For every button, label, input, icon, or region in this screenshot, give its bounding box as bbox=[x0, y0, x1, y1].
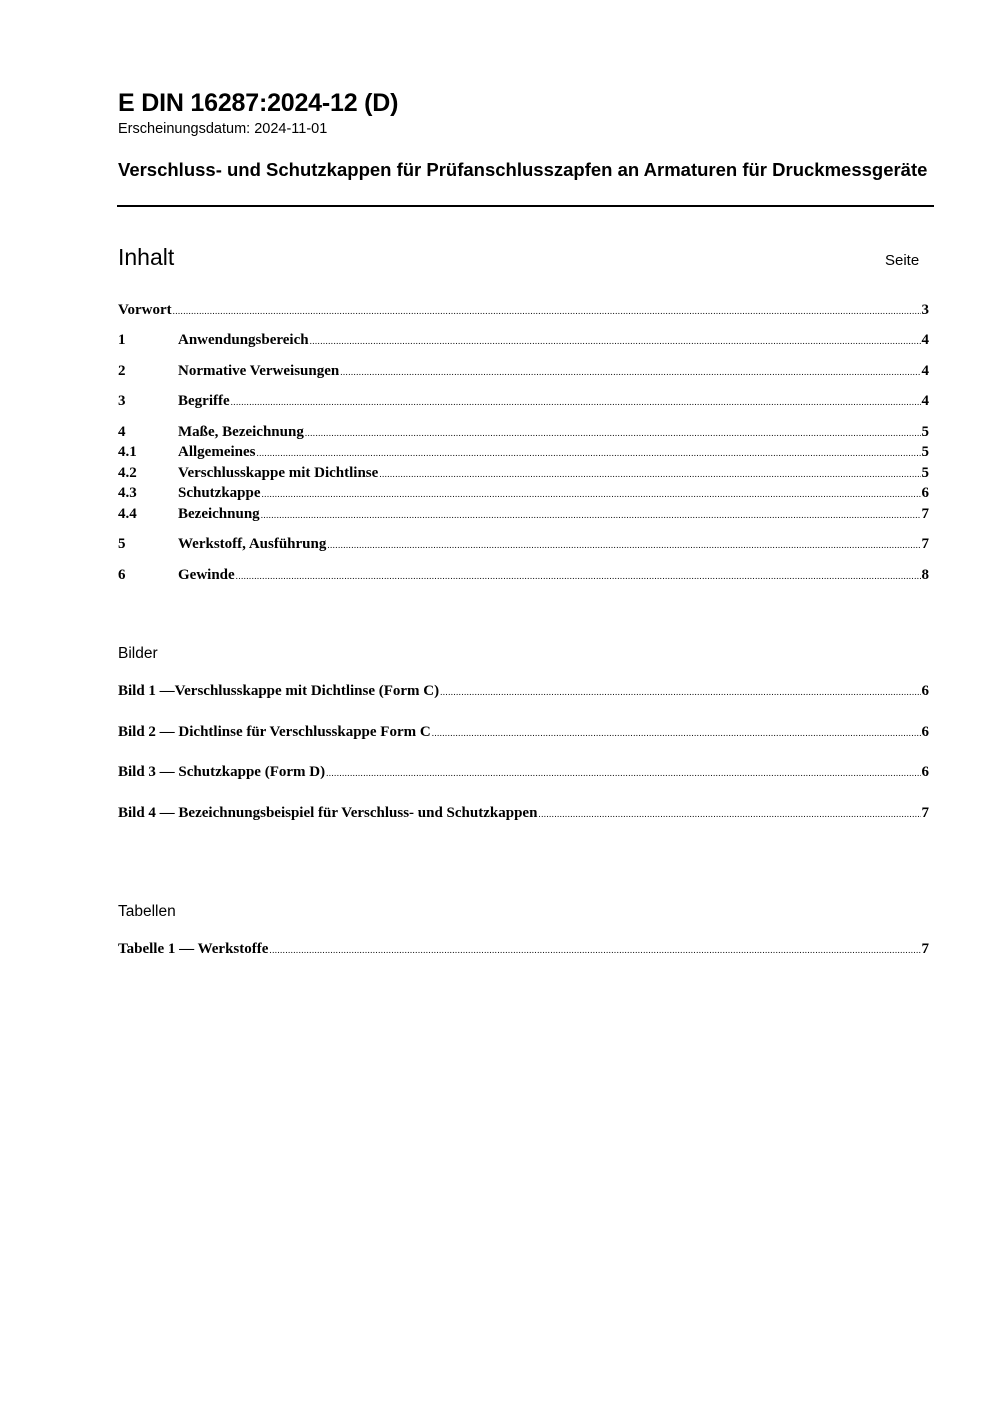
dot-leader bbox=[173, 306, 921, 316]
toc-entry[interactable] bbox=[118, 424, 929, 444]
toc-entry-title: Gewinde bbox=[178, 567, 235, 583]
toc-entry-page: 5 bbox=[921, 424, 929, 440]
dot-leader bbox=[305, 428, 921, 438]
dot-leader bbox=[379, 469, 920, 479]
toc-entry-page: 4 bbox=[921, 332, 929, 348]
toc-entry-number: 2 bbox=[118, 363, 126, 379]
toc-entry-page: 7 bbox=[921, 506, 929, 522]
table-entry-title: Tabelle 1 — Werkstoffe bbox=[118, 941, 269, 957]
toc-entry-title: Normative Verweisungen bbox=[178, 363, 340, 379]
figure-entry-page: 6 bbox=[921, 764, 929, 780]
toc-entry[interactable] bbox=[118, 536, 929, 556]
toc-entry-title: Begriffe bbox=[178, 393, 230, 409]
document-title: E DIN 16287:2024-12 (D) bbox=[118, 89, 399, 117]
figure-entry-title: Bild 2 — Dichtlinse für Verschlusskappe Form C bbox=[118, 724, 431, 740]
dot-leader bbox=[340, 367, 920, 377]
toc-entry[interactable] bbox=[118, 444, 929, 464]
figure-entry-page: 6 bbox=[921, 683, 929, 699]
figure-entry[interactable] bbox=[118, 724, 929, 744]
toc-entry[interactable] bbox=[118, 393, 929, 413]
toc-entry-page: 4 bbox=[921, 393, 929, 409]
dot-leader bbox=[261, 510, 921, 520]
dot-leader bbox=[310, 336, 921, 346]
document-subtitle: Verschluss- und Schutzkappen für Prüfanschlusszapfen an Armaturen für Druckmessgeräte bbox=[118, 159, 928, 180]
toc-entry-number: 3 bbox=[118, 393, 126, 409]
dot-leader bbox=[236, 571, 921, 581]
dot-leader bbox=[269, 945, 920, 955]
toc-entry-title: Verschlusskappe mit Dichtlinse bbox=[178, 465, 379, 481]
toc-entry[interactable] bbox=[118, 332, 929, 352]
tables-heading: Tabellen bbox=[118, 903, 176, 920]
toc-entry[interactable] bbox=[118, 465, 929, 485]
toc-entry[interactable] bbox=[118, 302, 929, 322]
dot-leader bbox=[231, 397, 921, 407]
toc-entry-number: 1 bbox=[118, 332, 126, 348]
page-column-heading: Seite bbox=[885, 252, 920, 269]
toc-entry-page: 8 bbox=[921, 567, 929, 583]
dot-leader bbox=[538, 809, 920, 819]
figure-entry-title: Bild 1 —Verschlusskappe mit Dichtlinse (Form C) bbox=[118, 683, 440, 699]
toc-entry-page: 5 bbox=[921, 465, 929, 481]
toc-entry[interactable] bbox=[118, 506, 929, 526]
dot-leader bbox=[327, 540, 920, 550]
figure-entry[interactable] bbox=[118, 683, 929, 703]
toc-entry-number: 4 bbox=[118, 424, 126, 440]
dot-leader bbox=[432, 728, 921, 738]
figure-entry-title: Bild 4 — Bezeichnungsbeispiel für Verschluss- und Schutzkappen bbox=[118, 805, 538, 821]
toc-entry-number: 5 bbox=[118, 536, 126, 552]
publication-date: Erscheinungsdatum: 2024-11-01 bbox=[118, 121, 328, 137]
dot-leader bbox=[262, 489, 921, 499]
toc-entry-page: 4 bbox=[921, 363, 929, 379]
toc-entry-number: 4.4 bbox=[118, 506, 137, 522]
dot-leader bbox=[256, 448, 920, 458]
toc-entry-title: Vorwort bbox=[118, 302, 172, 318]
toc-entry-title: Werkstoff, Ausführung bbox=[178, 536, 327, 552]
toc-entry-number: 6 bbox=[118, 567, 126, 583]
figures-heading: Bilder bbox=[118, 645, 158, 662]
title-divider bbox=[117, 205, 934, 207]
toc-entry[interactable] bbox=[118, 363, 929, 383]
toc-entry-page: 5 bbox=[921, 444, 929, 460]
dot-leader bbox=[326, 768, 920, 778]
figure-entry-page: 7 bbox=[921, 805, 929, 821]
toc-entry-number: 4.2 bbox=[118, 465, 137, 481]
table-entry-page: 7 bbox=[921, 941, 929, 957]
figure-entry-page: 6 bbox=[921, 724, 929, 740]
toc-entry[interactable] bbox=[118, 567, 929, 587]
figure-entry-title: Bild 3 — Schutzkappe (Form D) bbox=[118, 764, 326, 780]
figure-entry[interactable] bbox=[118, 805, 929, 825]
toc-entry-page: 3 bbox=[921, 302, 929, 318]
toc-entry-page: 6 bbox=[921, 485, 929, 501]
toc-entry-title: Maße, Bezeichnung bbox=[178, 424, 304, 440]
dot-leader bbox=[440, 687, 920, 697]
toc-entry-number: 4.3 bbox=[118, 485, 137, 501]
toc-entry-title: Allgemeines bbox=[178, 444, 256, 460]
toc-entry-title: Anwendungsbereich bbox=[178, 332, 309, 348]
toc-entry-page: 7 bbox=[921, 536, 929, 552]
table-entry[interactable] bbox=[118, 941, 929, 961]
toc-heading: Inhalt bbox=[118, 244, 175, 270]
toc-entry-number: 4.1 bbox=[118, 444, 137, 460]
figure-entry[interactable] bbox=[118, 764, 929, 784]
toc-entry[interactable] bbox=[118, 485, 929, 505]
toc-entry-title: Bezeichnung bbox=[178, 506, 260, 522]
toc-entry-title: Schutzkappe bbox=[178, 485, 261, 501]
